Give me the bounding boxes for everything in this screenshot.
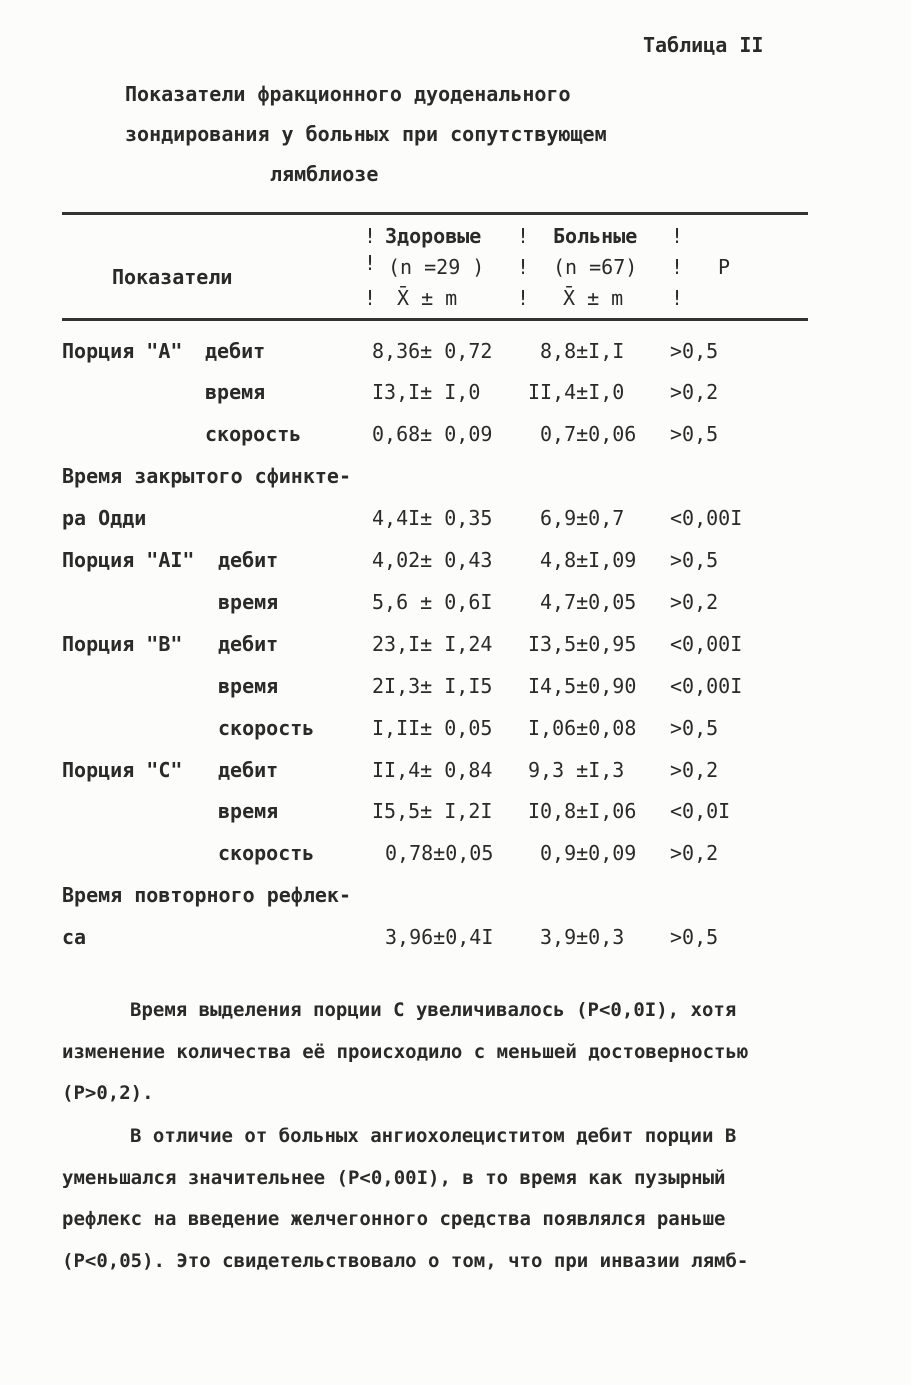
paragraph-line: (P<0,05). Это свидетельствовало о том, что при инвазии лямб- <box>62 1249 749 1272</box>
row-p: >0,5 <box>670 925 719 949</box>
row-p: <0,00I <box>670 674 743 698</box>
header-healthy-n: (n =29 ) <box>388 255 485 279</box>
header-separator: ! <box>671 224 684 248</box>
paragraph-line: (P>0,2). <box>62 1082 154 1104</box>
paragraph-line: уменьшался значительнее (P<0,00I), в то время как пузырный <box>62 1166 726 1189</box>
row-p: >0,2 <box>670 590 719 614</box>
header-separator: ! <box>517 286 530 310</box>
row-healthy: 0,78±0,05 <box>385 841 494 865</box>
row-param: время <box>218 590 279 614</box>
paragraph-2 <box>62 1116 832 1282</box>
paragraph-line: рефлекс на введение желчегонного средства появлялся раньше <box>62 1208 726 1230</box>
row-param: скорость <box>218 841 315 865</box>
row-patients: I0,8±I,06 <box>528 799 637 823</box>
paragraph-line: Время выделения порции С увеличивалось (P<0,0I), хотя <box>130 999 737 1021</box>
row-p: >0,2 <box>670 758 719 782</box>
row-healthy: I,II± 0,05 <box>372 716 493 740</box>
paragraph-1 <box>62 990 832 1115</box>
row-patients: II,4±I,0 <box>528 380 625 404</box>
row-patients: 4,8±I,09 <box>540 548 637 572</box>
table-header-rule <box>62 318 808 321</box>
row-p: >0,5 <box>670 339 719 363</box>
header-separator: ! <box>517 224 530 248</box>
row-param: дебит <box>218 548 279 572</box>
header-separator: ! <box>364 286 377 310</box>
paragraph-line: изменение количества её происходило с меньшей достоверностью <box>62 1040 749 1063</box>
row-patients: 0,7±0,06 <box>540 422 637 446</box>
header-separator: ! <box>671 255 684 279</box>
row-group: Порция "AI" <box>62 548 195 572</box>
row-param: скорость <box>218 716 315 740</box>
row-patients: 4,7±0,05 <box>540 590 637 614</box>
title-line-3: лямблиозе <box>270 162 379 186</box>
row-p: <0,0I <box>670 799 731 823</box>
row-group: са <box>62 925 87 949</box>
row-group: Порция "C" <box>62 758 183 782</box>
table-title <box>125 74 607 194</box>
row-param: время <box>205 380 266 404</box>
row-healthy: I5,5± I,2I <box>372 799 493 823</box>
row-healthy: 4,4I± 0,35 <box>372 506 493 530</box>
header-patients-stat: X̄ ± m <box>563 286 624 310</box>
header-healthy-title: Здоровые <box>385 224 482 248</box>
row-p: >0,5 <box>670 548 719 572</box>
header-healthy-stat: X̄ ± m <box>397 286 458 310</box>
row-param: время <box>218 674 279 698</box>
row-group: Порция "B" <box>62 632 183 656</box>
header-separator: ! <box>671 286 684 310</box>
row-patients: 6,9±0,7 <box>540 506 625 530</box>
row-param: дебит <box>218 758 279 782</box>
row-patients: 3,9±0,3 <box>540 925 625 949</box>
header-separator: ! <box>517 255 530 279</box>
row-patients: 8,8±I,I <box>540 339 625 363</box>
row-healthy: I3,I± I,0 <box>372 380 481 404</box>
row-healthy: 2I,3± I,I5 <box>372 674 493 698</box>
row-healthy: 23,I± I,24 <box>372 632 493 656</box>
row-healthy: 8,36± 0,72 <box>372 339 493 363</box>
row-patients: I3,5±0,95 <box>528 632 637 656</box>
header-patients-n: (n =67) <box>553 255 638 279</box>
row-healthy: 4,02± 0,43 <box>372 548 493 572</box>
paragraph-line: В отличие от больных ангиохолециститом дебит порции В <box>130 1125 737 1147</box>
row-group: ра Одди <box>62 506 147 530</box>
row-param: дебит <box>205 339 266 363</box>
table-top-rule <box>62 212 808 215</box>
header-p: P <box>718 255 731 279</box>
row-p: >0,5 <box>670 716 719 740</box>
header-separator: ! <box>364 251 377 275</box>
row-healthy: 5,6 ± 0,6I <box>372 590 493 614</box>
title-line-2: зондирования у больных при сопутствующем <box>125 122 607 146</box>
row-healthy: 3,96±0,4I <box>385 925 494 949</box>
row-healthy: II,4± 0,84 <box>372 758 493 782</box>
row-patients: I4,5±0,90 <box>528 674 637 698</box>
header-separator: ! <box>364 224 377 248</box>
table-label: Таблица II <box>643 33 764 57</box>
row-p: <0,00I <box>670 632 743 656</box>
header-patients-title: Больные <box>553 224 638 248</box>
row-param: скорость <box>205 422 302 446</box>
row-param: время <box>218 799 279 823</box>
row-p: <0,00I <box>670 506 743 530</box>
row-group: Время закрытого сфинкте- <box>62 464 351 488</box>
row-patients: 9,3 ±I,3 <box>528 758 625 782</box>
row-healthy: 0,68± 0,09 <box>372 422 493 446</box>
row-patients: I,06±0,08 <box>528 716 637 740</box>
row-p: >0,2 <box>670 841 719 865</box>
row-p: >0,5 <box>670 422 719 446</box>
row-p: >0,2 <box>670 380 719 404</box>
row-param: дебит <box>218 632 279 656</box>
header-indicators: Показатели <box>112 265 233 289</box>
row-patients: 0,9±0,09 <box>540 841 637 865</box>
row-group: Время повторного рефлек- <box>62 883 351 907</box>
row-group: Порция "A" <box>62 339 183 363</box>
title-line-1: Показатели фракционного дуоденального <box>125 82 571 106</box>
